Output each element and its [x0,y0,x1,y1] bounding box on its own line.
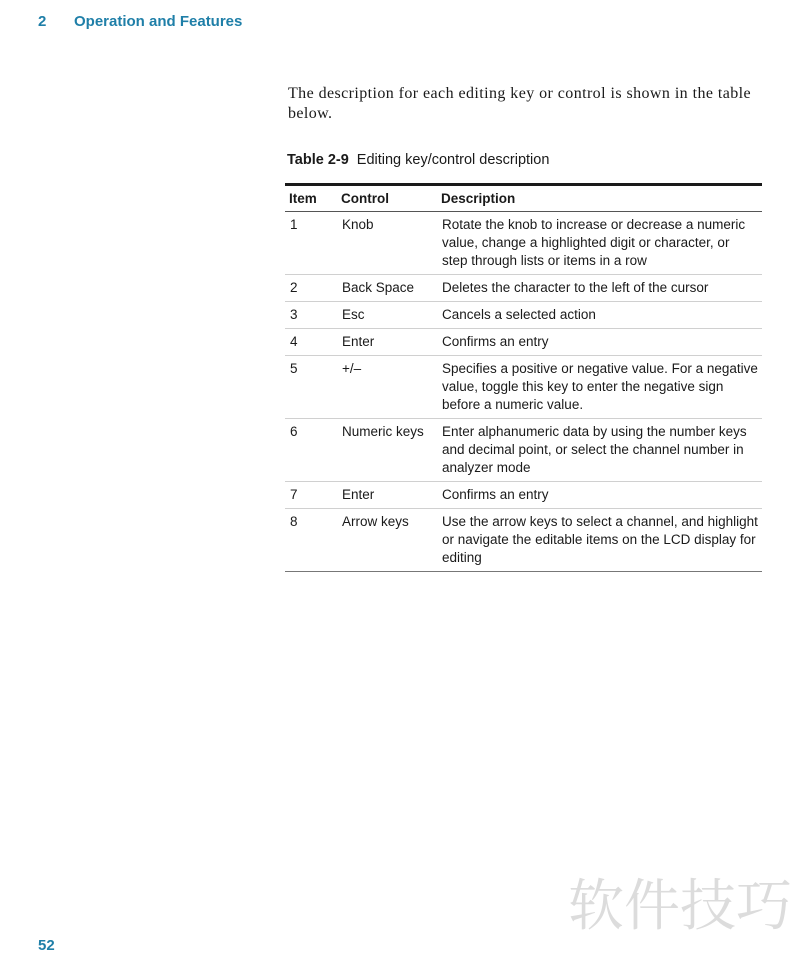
chapter-number: 2 [38,13,47,30]
cell-control: Knob [342,217,374,232]
page-number: 52 [38,937,55,954]
watermark: 软件技巧 [568,874,792,939]
table-row [285,329,762,356]
cell-description: Deletes the character to the left of the cursor [442,280,709,295]
column-header-control: Control [341,191,389,206]
column-header-description: Description [441,191,516,206]
cell-control: Enter [342,334,375,349]
cell-description: Enter alphanumeric data by using the number keys and decimal point, or select the channel number in analyzer mode [442,424,747,475]
table-row [285,509,762,572]
cell-item: 5 [290,361,298,376]
table-row [285,302,762,329]
cell-description: Rotate the knob to increase or decrease a numeric value, change a highlighted digit or character, or step through lists or items in a row [442,217,746,268]
editing-keys-table [285,183,762,572]
cell-item: 6 [290,424,298,439]
table-caption-label: Table 2-9 [287,152,349,168]
column-header-item: Item [289,191,317,206]
table-header-row [285,185,762,212]
table-row [285,482,762,509]
cell-item: 7 [290,487,298,502]
cell-item: 1 [290,217,298,232]
table-row [285,275,762,302]
cell-description: Cancels a selected action [442,307,596,322]
cell-item: 2 [290,280,298,295]
table-caption-title: Editing key/control description [356,152,550,168]
cell-item: 3 [290,307,298,322]
table-row [285,212,762,275]
running-header [38,13,242,30]
table-caption [287,152,549,168]
intro-paragraph: The description for each editing key or control is shown in the table below. [288,85,751,122]
chapter-title: Operation and Features [74,13,243,30]
table-row [285,356,762,419]
table-row [285,419,762,482]
cell-description: Confirms an entry [442,487,549,502]
cell-control: Numeric keys [342,424,424,439]
cell-control: +/– [342,361,362,376]
cell-item: 4 [290,334,298,349]
cell-description: Confirms an entry [442,334,549,349]
cell-control: Esc [342,307,365,322]
cell-control: Arrow keys [342,514,409,529]
cell-control: Enter [342,487,375,502]
cell-control: Back Space [342,280,415,295]
cell-item: 8 [290,514,298,529]
cell-description: Specifies a positive or negative value. For a negative value, toggle this key to enter the negative sign before a numeric value. [442,361,758,412]
cell-description: Use the arrow keys to select a channel, and highlight or navigate the editable items on the LCD display for editing [442,514,758,565]
